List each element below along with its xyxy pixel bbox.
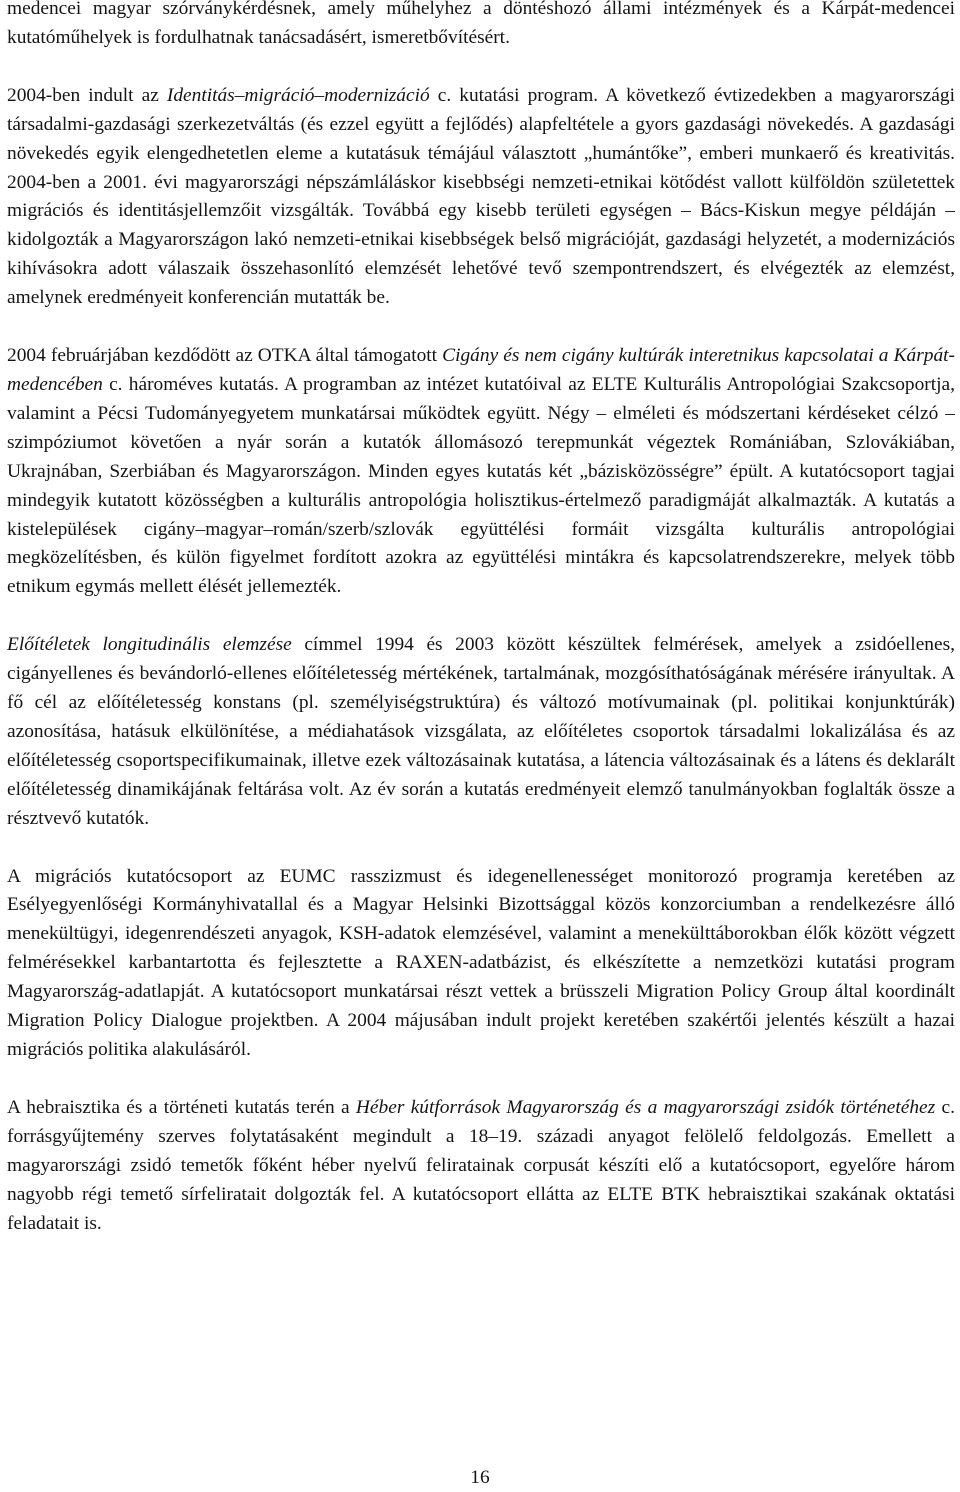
text-segment: A hebraisztika és a történeti kutatás terén a	[7, 1096, 356, 1118]
paragraph-cigany-kutatas	[7, 342, 955, 602]
paragraph-eloiteletek	[7, 631, 955, 833]
text-segment: medencei magyar szórványkérdésnek, amely műhelyhez a döntéshozó állami intézmények és a Kárpát-medencei kutatóműhelyek is fordulhatnak tanácsadásért, ismeretbővítésért.	[7, 0, 955, 48]
text-segment: 2004 februárjában kezdődött az OTKA által támogatott	[7, 345, 443, 367]
program-title: Identitás–migráció–modernizáció	[166, 84, 430, 106]
paragraph-identitas-program	[7, 82, 955, 313]
text-segment: c. forrásgyűjtemény szerves folytatásaként megindult a 18–19. századi anyagot felölelő feldolgozás. Emellett a magyarországi zsidó temetők főként héber nyelvű feliratainak corpusát készíti elő a kutatócsoport, egyelőre három nagyobb régi temető sírfeliratait dolgozták fel. A kutatócsoport ellátta az ELTE BTK hebraisztikai szakának oktatási feladatait is.	[7, 1096, 955, 1234]
collection-title: Héber kútforrások Magyarország és a magyarországi zsidók történetéhez	[355, 1096, 936, 1118]
paragraph-hebraisztika	[7, 1094, 955, 1239]
research-title: Cigány és nem cigány kultúrák interetnikus kapcsolatai a Kárpát-medencében	[7, 345, 955, 395]
text-segment: c. hároméves kutatás. A programban az intézet kutatóival az ELTE Kulturális Antropológiai Szakcsoportja, valamint a Pécsi Tudományegyetem munkatársai működtek együtt. Négy – elméleti és módszertani kérdéseket célzó – szimpóziumot követően a nyár során a kutatók állomásozó terepmunkát végeztek Romániában, Szlovákiában, Ukrajnában, Szerbiában és Magyarországon. Minden egyes kutatás két „bázisközösségre” épült. A kutatócsoport tagjai mindegyik kutatott közösségben a kulturális antropológia holisztikus-értelmező paradigmáját alkalmazták. A kutatás a kistelepülések cigány–magyar–román/szerb/szlovák együttélési formáit vizsgálta kulturális antropológiai megközelítésben, és külön figyelmet fordított azokra az együttélési mintákra és kapcsolatrendszerekre, melyek több etnikum egymás mellett élését jellemezték.	[7, 373, 955, 598]
text-segment: c. kutatási program. A következő évtizedekben a magyarországi társadalmi-gazdasági szerkezetváltás (és ezzel együtt a fejlődés) alapfeltétele a gyors gazdasági növekedés. A gazdasági növekedés egyik elengedhetetlen eleme a kutatásuk témájául választott „humántőke”, emberi munkaerő és kreativitás. 2004-ben a 2001. évi magyarországi népszámláláskor kisebbségi nemzeti-etnikai kötődést vallott külföldön születettek migrációs és identitásjellemzőit vizsgálták. Továbbá egy kisebb területi egységen – Bács-Kiskun megye példáján – kidolgozták a Magyarországon lakó nemzeti-etnikai kisebbségek belső migrációját, gazdasági helyzetét, a modernizációs kihívásokra adott válaszaik összehasonlító elemzését lehetővé tevő szempontrendszert, és elvégezték az elemzést, amelynek eredményeit konferencián mutatták be.	[7, 84, 955, 309]
text-segment: címmel 1994 és 2003 között készültek felmérések, amelyek a zsidóellenes, cigányellenes és bevándorló-ellenes előítéletesség mértékének, tartalmának, mozgósíthatóságának mérésére irányultak. A fő cél az előítéletesség konstans (pl. személyiségstruktúra) és változó motívumainak (pl. politikai konjunktúrák) azonosítása, hatásuk elkülönítése, a médiahatások vizsgálata, az előítéletes csoportok társadalmi lokalizálása és az előítéletesség csoportspecifikumainak, illetve ezek változásainak kutatása, a látencia változásainak és a látens és deklarált előítéletesség dinamikájának feltárása volt. Az év során a kutatás eredményeit elemző tanulmányokban foglalták össze a résztvevő kutatók.	[7, 634, 955, 829]
document-page	[7, 0, 955, 1238]
page-number: 16	[470, 1467, 490, 1488]
study-title: Előítéletek longitudinális elemzése	[7, 634, 292, 656]
text-segment: A migrációs kutatócsoport az EUMC rasszizmust és idegenellenességet monitorozó programja keretében az Esélyegyenlőségi Kormányhivatallal és a Magyar Helsinki Bizottsággal közös konzorciumban a rendelkezésre álló menekültügyi, idegenrendészeti anyagok, KSH-adatok elemzésével, valamint a menekülttáborokban élők között végzett felmérésekkel karbantartotta és fejlesztette a RAXEN-adatbázist, és elkészítette a nemzetközi kutatási program Magyarország-adatlapját. A kutatócsoport munkatársai részt vettek a brüsszeli Migration Policy Group által koordinált Migration Policy Dialogue projektben. A 2004 májusában indult projekt keretében szakértői jelentés készült a hazai migrációs politika alakulásáról.	[7, 865, 955, 1060]
paragraph-migracios-kutatocsoport	[7, 863, 955, 1065]
text-segment: 2004-ben indult az	[7, 84, 167, 106]
paragraph-szorvany	[7, 0, 955, 53]
